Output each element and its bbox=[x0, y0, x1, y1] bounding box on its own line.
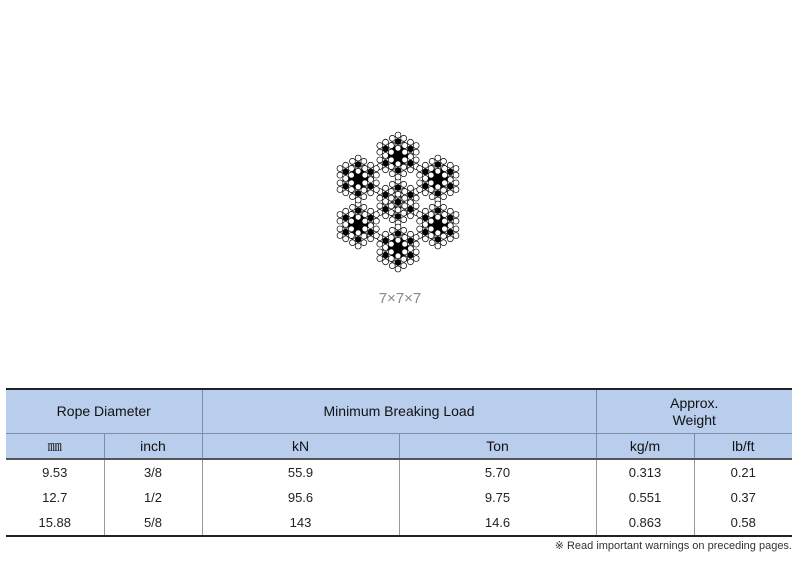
rope-wire bbox=[388, 210, 394, 216]
rope-wire bbox=[373, 166, 379, 172]
rope-wire bbox=[413, 203, 419, 209]
cell-lb-per-ft: 0.21 bbox=[730, 465, 756, 480]
rope-wire bbox=[388, 195, 394, 201]
unit-inch: inch bbox=[104, 434, 202, 460]
rope-wire bbox=[361, 240, 367, 246]
rope-wire bbox=[428, 180, 434, 186]
cell-kg-per-m: 0.313 bbox=[596, 459, 694, 485]
rope-wire bbox=[343, 229, 349, 235]
rope-wire bbox=[355, 176, 361, 182]
rope-wire bbox=[388, 235, 394, 241]
rope-wire bbox=[442, 172, 448, 178]
rope-wire bbox=[413, 241, 419, 247]
rope-specification-table bbox=[6, 388, 792, 537]
rope-wire bbox=[447, 177, 453, 183]
rope-wire bbox=[368, 183, 374, 189]
rope-wire bbox=[349, 194, 355, 200]
rope-wire bbox=[355, 230, 361, 236]
rope-wire bbox=[408, 146, 414, 152]
rope-wire bbox=[362, 180, 368, 186]
rope-wire bbox=[337, 172, 343, 178]
rope-wire bbox=[429, 204, 435, 210]
rope-wire bbox=[348, 187, 354, 193]
rope-wire bbox=[408, 154, 414, 160]
rope-wire bbox=[389, 135, 395, 141]
rope-wire bbox=[368, 208, 374, 214]
rope-wire bbox=[453, 172, 459, 178]
header-approx-weight-line2: Weight bbox=[672, 411, 716, 428]
rope-wire bbox=[362, 166, 368, 172]
cell-kn: 95.6 bbox=[202, 485, 399, 510]
cell-inch: 5/8 bbox=[104, 510, 202, 536]
rope-wire bbox=[343, 221, 349, 227]
rope-wire bbox=[442, 218, 448, 224]
rope-wire bbox=[355, 197, 361, 203]
rope-wires bbox=[337, 132, 459, 272]
rope-wire bbox=[435, 236, 441, 242]
rope-wire bbox=[441, 204, 447, 210]
rope-wire bbox=[388, 157, 394, 163]
rope-wire bbox=[435, 162, 441, 168]
rope-wire bbox=[389, 227, 395, 233]
rope-wire bbox=[349, 158, 355, 164]
rope-wire bbox=[422, 190, 428, 196]
rope-wire bbox=[408, 167, 414, 173]
rope-wire bbox=[377, 149, 383, 155]
rope-wire bbox=[417, 226, 423, 232]
rope-wire bbox=[395, 174, 401, 180]
rope-wire bbox=[422, 229, 428, 235]
rope-wire bbox=[383, 259, 389, 265]
cell-mm: 9.53 bbox=[6, 459, 104, 485]
rope-wire bbox=[377, 143, 383, 149]
rope-wire bbox=[453, 180, 459, 186]
rope-wire bbox=[373, 172, 379, 178]
rope-wire bbox=[368, 190, 374, 196]
rope-wire bbox=[383, 198, 389, 204]
rope-wire bbox=[413, 195, 419, 201]
rope-wire bbox=[355, 168, 361, 174]
rope-wire bbox=[408, 206, 414, 212]
rope-wire bbox=[395, 231, 401, 237]
rope-wire bbox=[361, 158, 367, 164]
rope-wire bbox=[373, 187, 379, 193]
cell-lb-per-ft: 0.58 bbox=[730, 515, 756, 530]
rope-wire bbox=[383, 185, 389, 191]
rope-wire bbox=[373, 212, 379, 218]
rope-wire bbox=[395, 153, 401, 159]
rope-wire bbox=[408, 139, 414, 145]
rope-wire bbox=[441, 233, 447, 239]
rope-wire bbox=[388, 241, 394, 247]
unit-kg-per-m: kg/m bbox=[596, 434, 694, 460]
rope-wire bbox=[401, 217, 407, 223]
cell-ton: 5.70 bbox=[399, 459, 596, 485]
rope-wire bbox=[337, 218, 343, 224]
rope-wire bbox=[401, 171, 407, 177]
header-approx-weight bbox=[596, 389, 792, 434]
rope-wire bbox=[389, 181, 395, 187]
rope-wire bbox=[402, 203, 408, 209]
rope-wire bbox=[422, 162, 428, 168]
rope-wire bbox=[413, 157, 419, 163]
rope-wire bbox=[337, 166, 343, 172]
rope-wire bbox=[343, 175, 349, 181]
rope-wire bbox=[395, 145, 401, 151]
rope-wire bbox=[408, 238, 414, 244]
rope-wire bbox=[408, 200, 414, 206]
rope-wire bbox=[377, 203, 383, 209]
rope-wire bbox=[368, 177, 374, 183]
rope-wire bbox=[395, 259, 401, 265]
rope-wire bbox=[362, 212, 368, 218]
rope-wire bbox=[442, 226, 448, 232]
rope-wire bbox=[453, 166, 459, 172]
rope-wire bbox=[417, 218, 423, 224]
rope-wire bbox=[361, 233, 367, 239]
rope-wire bbox=[343, 208, 349, 214]
rope-wire bbox=[355, 236, 361, 242]
footnote-warning: ※ Read important warnings on preceding pages. bbox=[554, 540, 792, 552]
rope-wire bbox=[442, 166, 448, 172]
rope-wire bbox=[373, 218, 379, 224]
rope-wire bbox=[422, 183, 428, 189]
rope-wire bbox=[343, 169, 349, 175]
rope-wire bbox=[343, 236, 349, 242]
rope-wire bbox=[388, 143, 394, 149]
rope-wire bbox=[402, 149, 408, 155]
rope-wire bbox=[395, 213, 401, 219]
rope-wire bbox=[389, 217, 395, 223]
rope-wire bbox=[355, 214, 361, 220]
rope-wire bbox=[337, 187, 343, 193]
rope-wire bbox=[395, 139, 401, 145]
rope-wire bbox=[402, 143, 408, 149]
rope-wire bbox=[395, 167, 401, 173]
rope-construction-caption: 7×7×7 bbox=[378, 290, 422, 307]
rope-wire bbox=[435, 155, 441, 161]
rope-wire bbox=[441, 187, 447, 193]
rope-wire bbox=[408, 160, 414, 166]
rope-wire bbox=[383, 146, 389, 152]
rope-wire bbox=[388, 164, 394, 170]
rope-wire bbox=[373, 233, 379, 239]
rope-wire bbox=[417, 180, 423, 186]
rope-wire bbox=[402, 195, 408, 201]
rope-wire bbox=[343, 215, 349, 221]
rope-wire bbox=[383, 252, 389, 258]
rope-wire bbox=[402, 249, 408, 255]
rope-wire bbox=[362, 226, 368, 232]
rope-wire bbox=[435, 243, 441, 249]
table-row bbox=[6, 510, 792, 536]
rope-wire bbox=[348, 226, 354, 232]
rope-wire bbox=[395, 161, 401, 167]
rope-wire bbox=[348, 172, 354, 178]
rope-wire bbox=[442, 212, 448, 218]
cell-ton: 14.6 bbox=[399, 510, 596, 536]
unit-lb-per-ft: lb/ft bbox=[694, 434, 792, 460]
rope-wire bbox=[408, 252, 414, 258]
rope-wire bbox=[383, 160, 389, 166]
rope-wire bbox=[337, 233, 343, 239]
rope-wire bbox=[355, 243, 361, 249]
rope-wire bbox=[417, 187, 423, 193]
rope-wire bbox=[383, 152, 389, 158]
rope-wire bbox=[413, 143, 419, 149]
cell-inch: 3/8 bbox=[104, 459, 202, 485]
rope-wire bbox=[355, 190, 361, 196]
rope-wire bbox=[337, 212, 343, 218]
rope-wire bbox=[453, 218, 459, 224]
cell-inch: 1/2 bbox=[104, 485, 202, 510]
cell-kn: 55.9 bbox=[202, 459, 399, 485]
cell-kg-per-m: 0.863 bbox=[596, 510, 694, 536]
rope-wire bbox=[361, 194, 367, 200]
rope-wire bbox=[355, 222, 361, 228]
rope-wire bbox=[408, 246, 414, 252]
rope-wire bbox=[429, 158, 435, 164]
unit-kn: kN bbox=[202, 434, 399, 460]
rope-wire bbox=[422, 208, 428, 214]
rope-wire bbox=[413, 249, 419, 255]
rope-wire bbox=[447, 190, 453, 196]
rope-wire bbox=[447, 236, 453, 242]
rope-wire bbox=[428, 226, 434, 232]
rope-wire bbox=[395, 224, 401, 230]
rope-wire bbox=[348, 233, 354, 239]
rope-wire bbox=[383, 206, 389, 212]
rope-wire bbox=[435, 214, 441, 220]
rope-wire bbox=[343, 183, 349, 189]
rope-wire bbox=[417, 212, 423, 218]
unit-mm: ㎜ bbox=[6, 434, 104, 460]
rope-wire bbox=[377, 157, 383, 163]
rope-wire bbox=[348, 180, 354, 186]
rope-wire bbox=[401, 263, 407, 269]
cell-lb-per-ft: 0.37 bbox=[730, 490, 756, 505]
unit-ton: Ton bbox=[399, 434, 596, 460]
cell-mm: 15.88 bbox=[6, 510, 104, 536]
rope-wire bbox=[408, 185, 414, 191]
rope-wire bbox=[453, 187, 459, 193]
rope-wire bbox=[408, 231, 414, 237]
rope-wire bbox=[401, 256, 407, 262]
rope-wire bbox=[408, 213, 414, 219]
rope-wire bbox=[402, 157, 408, 163]
rope-wire bbox=[395, 207, 401, 213]
rope-wire bbox=[435, 201, 441, 207]
header-minimum-breaking-load: Minimum Breaking Load bbox=[202, 389, 596, 434]
rope-wire bbox=[383, 238, 389, 244]
rope-wire bbox=[453, 226, 459, 232]
rope-wire bbox=[368, 236, 374, 242]
rope-wire bbox=[435, 176, 441, 182]
rope-wire bbox=[362, 218, 368, 224]
rope-wire bbox=[368, 215, 374, 221]
rope-wire bbox=[389, 263, 395, 269]
table-group-header-row bbox=[6, 389, 792, 434]
rope-wire bbox=[368, 169, 374, 175]
rope-wire bbox=[388, 149, 394, 155]
rope-wire bbox=[435, 222, 441, 228]
rope-wire bbox=[383, 244, 389, 250]
rope-wire bbox=[435, 230, 441, 236]
rope-wire bbox=[395, 191, 401, 197]
rope-wire bbox=[441, 158, 447, 164]
rope-wire bbox=[422, 236, 428, 242]
rope-wire bbox=[428, 172, 434, 178]
rope-wire bbox=[413, 149, 419, 155]
rope-wire bbox=[435, 184, 441, 190]
cell-kg-per-m: 0.551 bbox=[596, 485, 694, 510]
rope-wire bbox=[395, 237, 401, 243]
rope-wire bbox=[401, 135, 407, 141]
cell-kn: 143 bbox=[202, 510, 399, 536]
rope-wire bbox=[402, 189, 408, 195]
rope-wire bbox=[388, 203, 394, 209]
rope-wire bbox=[435, 168, 441, 174]
rope-wire bbox=[373, 180, 379, 186]
rope-wire bbox=[435, 208, 441, 214]
rope-wire bbox=[435, 190, 441, 196]
rope-wire bbox=[377, 249, 383, 255]
rope-wire bbox=[377, 195, 383, 201]
rope-wire bbox=[348, 166, 354, 172]
rope-wire bbox=[362, 172, 368, 178]
rope-wire bbox=[428, 212, 434, 218]
rope-wire bbox=[447, 208, 453, 214]
rope-wire bbox=[368, 162, 374, 168]
rope-wire bbox=[422, 175, 428, 181]
cell-mm: 12.7 bbox=[6, 485, 104, 510]
rope-wire bbox=[441, 194, 447, 200]
rope-wire bbox=[401, 164, 407, 170]
rope-wire bbox=[343, 190, 349, 196]
rope-wire bbox=[343, 162, 349, 168]
rope-wire bbox=[389, 171, 395, 177]
rope-wire bbox=[395, 199, 401, 205]
rope-wire bbox=[417, 166, 423, 172]
rope-wire bbox=[453, 212, 459, 218]
rope-wire bbox=[428, 187, 434, 193]
rope-wire bbox=[348, 212, 354, 218]
rope-wire bbox=[383, 167, 389, 173]
rope-wire bbox=[395, 132, 401, 138]
rope-wire bbox=[441, 240, 447, 246]
rope-wire bbox=[361, 187, 367, 193]
rope-wire bbox=[377, 256, 383, 262]
rope-wire bbox=[413, 256, 419, 262]
rope-wire bbox=[422, 169, 428, 175]
rope-wire bbox=[408, 192, 414, 198]
rope-wire bbox=[428, 166, 434, 172]
table-row bbox=[6, 459, 792, 485]
rope-wire bbox=[383, 192, 389, 198]
rope-wire bbox=[395, 245, 401, 251]
rope-wire bbox=[349, 240, 355, 246]
rope-cross-section-figure bbox=[326, 124, 470, 280]
rope-wire bbox=[401, 227, 407, 233]
rope-wire bbox=[337, 180, 343, 186]
table-unit-header-row bbox=[6, 434, 792, 460]
rope-wire bbox=[417, 172, 423, 178]
rope-wire bbox=[348, 218, 354, 224]
rope-wire bbox=[388, 249, 394, 255]
rope-wire bbox=[373, 226, 379, 232]
rope-wire bbox=[383, 231, 389, 237]
rope-wire bbox=[447, 183, 453, 189]
rope-wire bbox=[377, 241, 383, 247]
rope-wire bbox=[388, 189, 394, 195]
rope-wire bbox=[442, 180, 448, 186]
rope-wire bbox=[355, 184, 361, 190]
rope-wire bbox=[447, 162, 453, 168]
rope-wire bbox=[422, 221, 428, 227]
table-row bbox=[6, 485, 792, 510]
rope-wire bbox=[429, 194, 435, 200]
rope-wire bbox=[447, 223, 453, 229]
rope-wire bbox=[401, 181, 407, 187]
header-rope-diameter: Rope Diameter bbox=[6, 389, 202, 434]
rope-wire bbox=[447, 229, 453, 235]
rope-wire bbox=[368, 229, 374, 235]
rope-wire bbox=[422, 215, 428, 221]
rope-wire bbox=[383, 213, 389, 219]
header-approx-weight-line1: Approx. bbox=[670, 394, 719, 411]
rope-wire bbox=[388, 256, 394, 262]
rope-wire bbox=[408, 259, 414, 265]
rope-wire bbox=[428, 218, 434, 224]
rope-wire bbox=[413, 235, 419, 241]
rope-wire bbox=[355, 162, 361, 168]
rope-wire bbox=[402, 235, 408, 241]
rope-wire bbox=[447, 215, 453, 221]
rope-wire bbox=[355, 208, 361, 214]
rope-wire bbox=[428, 233, 434, 239]
rope-wire bbox=[395, 253, 401, 259]
rope-wire bbox=[355, 155, 361, 161]
rope-wire bbox=[337, 226, 343, 232]
rope-wire bbox=[401, 210, 407, 216]
rope-wire bbox=[395, 185, 401, 191]
rope-wire bbox=[453, 233, 459, 239]
rope-wire bbox=[395, 266, 401, 272]
rope-wire bbox=[368, 223, 374, 229]
rope-wire bbox=[361, 204, 367, 210]
rope-wire bbox=[402, 241, 408, 247]
rope-wire bbox=[447, 169, 453, 175]
rope-wire bbox=[383, 139, 389, 145]
rope-wire bbox=[349, 204, 355, 210]
cell-ton: 9.75 bbox=[399, 485, 596, 510]
rope-wire bbox=[429, 240, 435, 246]
